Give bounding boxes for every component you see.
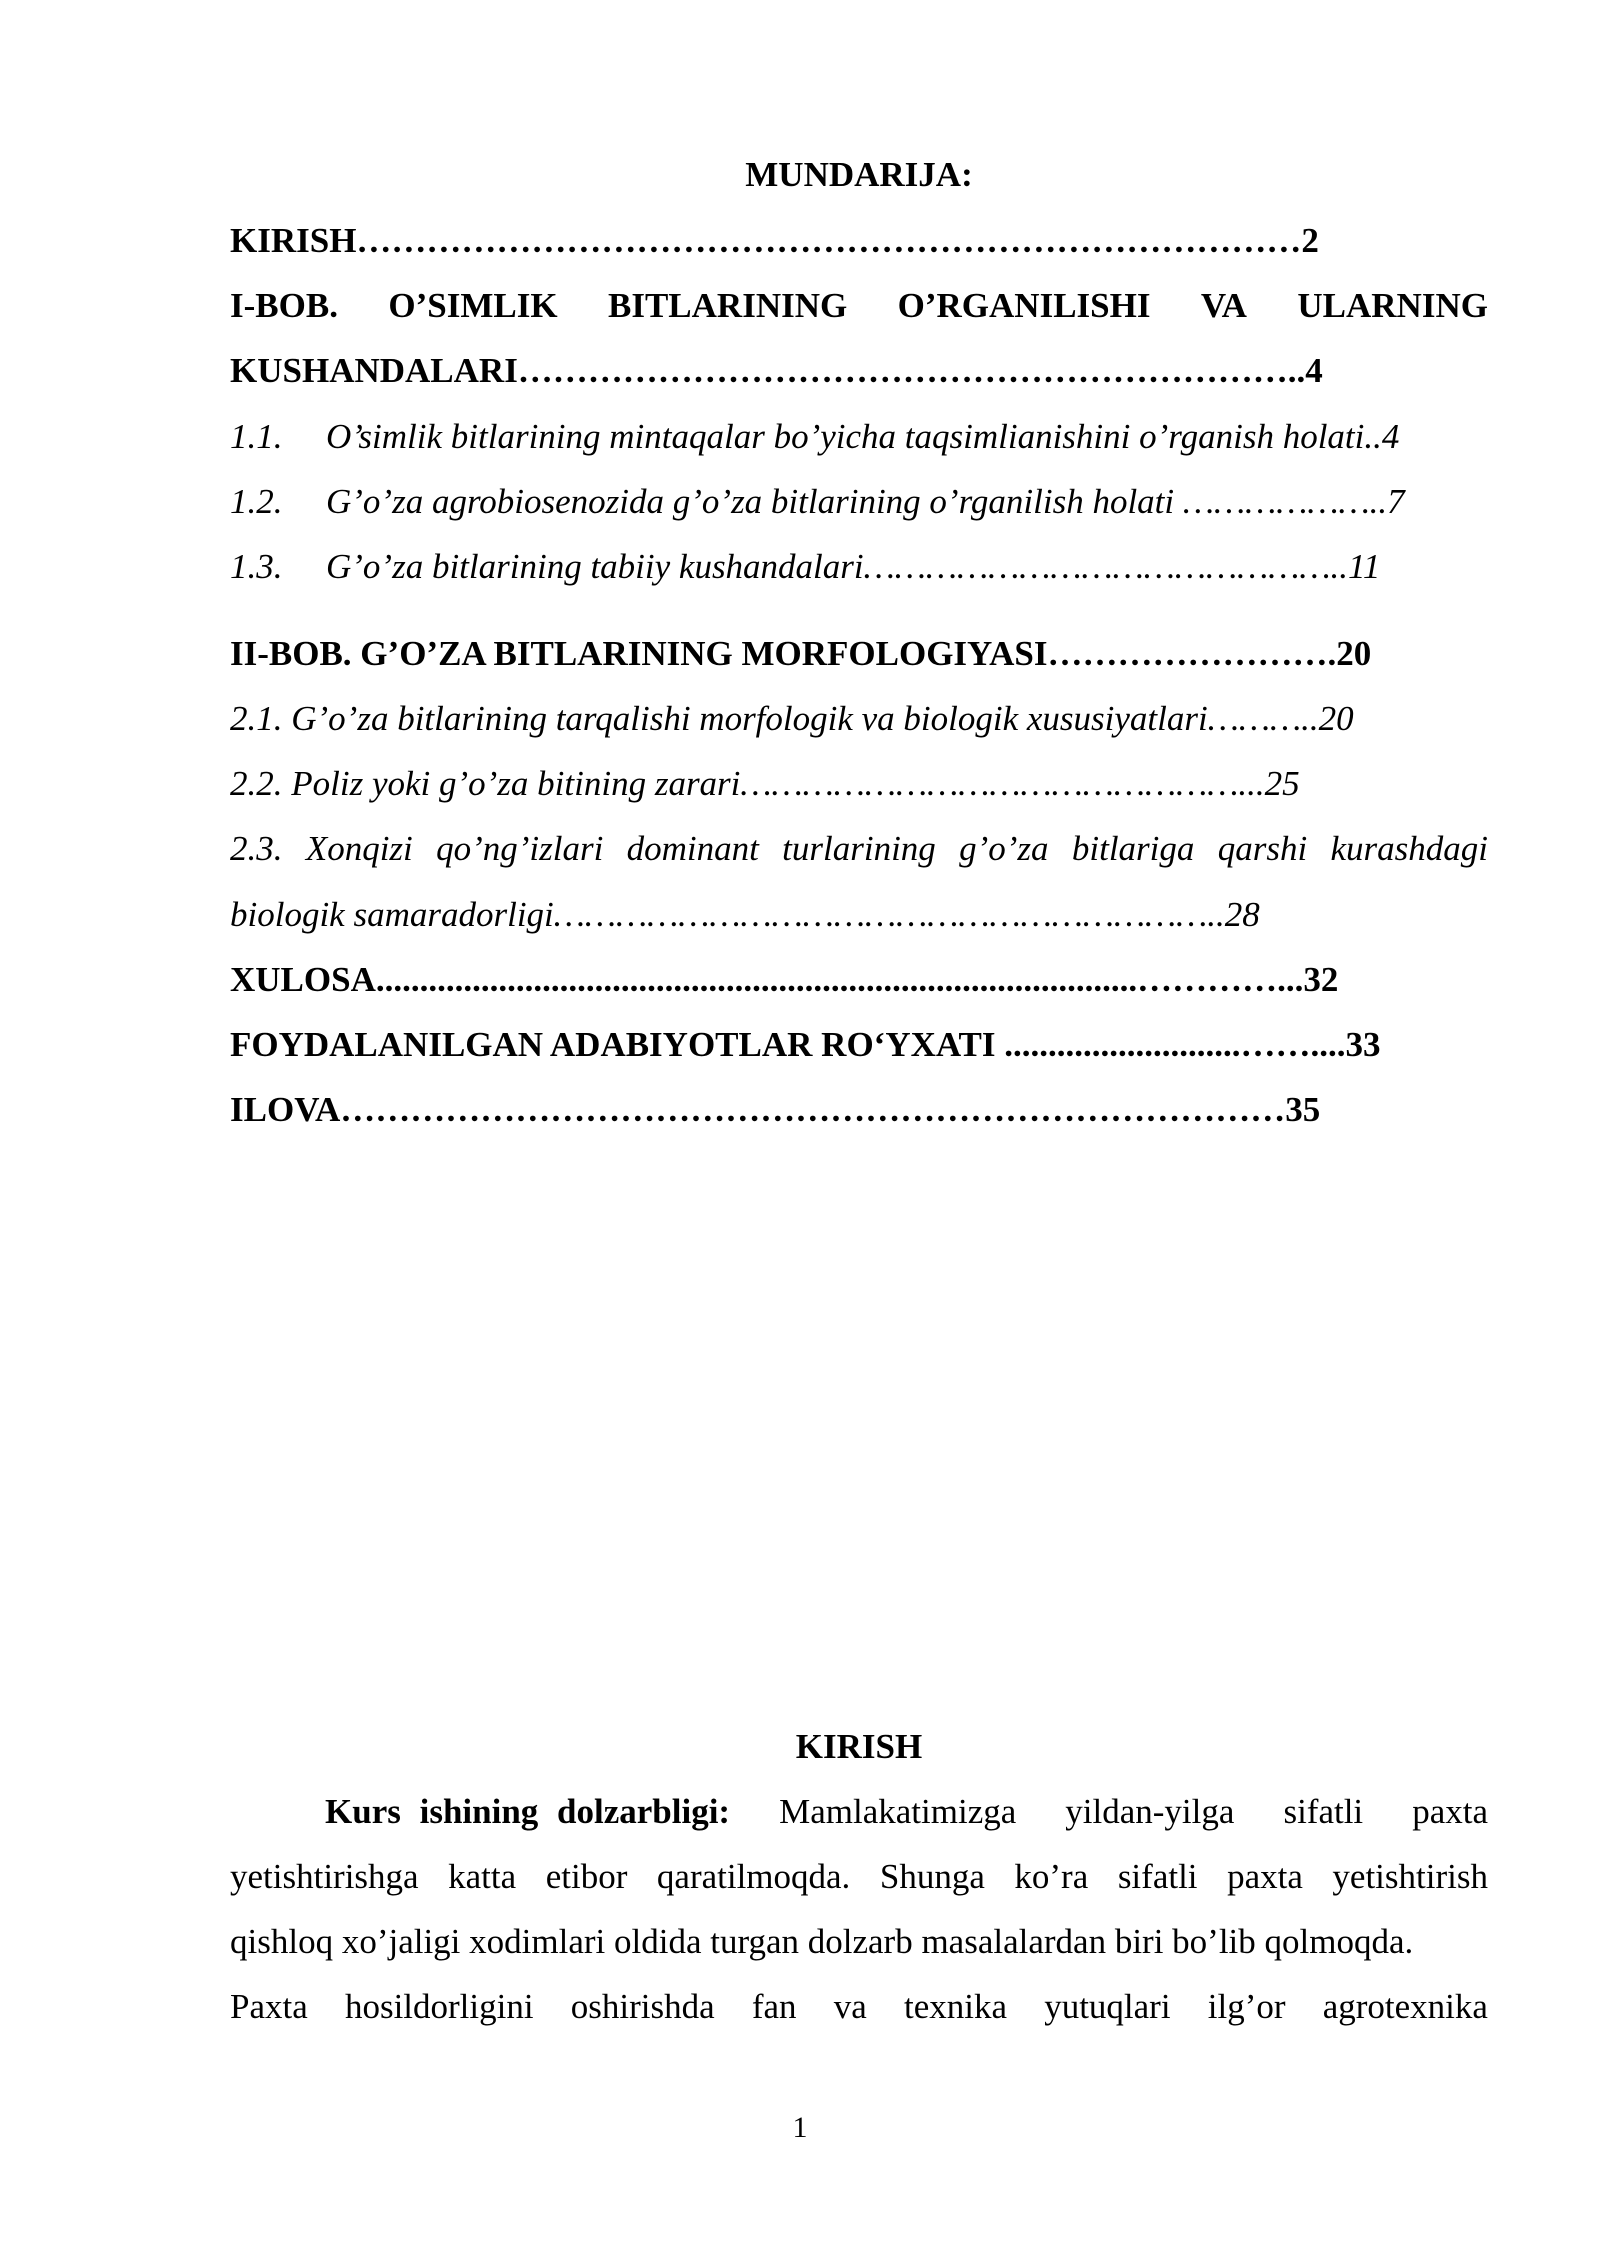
toc-word: bitlariga	[1071, 829, 1195, 868]
toc-entry-1-3	[230, 542, 1488, 592]
intro-word: Paxta	[230, 1987, 308, 2026]
toc-entry-ilova: ILOVA………………………………………………………………………35	[230, 1090, 1321, 1129]
intro-word: Mamlakatimizga	[779, 1792, 1017, 1831]
toc-word: qarshi	[1217, 829, 1308, 868]
toc-word: O’SIMLIK	[388, 286, 558, 325]
intro-word: fan	[751, 1987, 797, 2026]
toc-word: kurashdagi	[1330, 829, 1488, 868]
intro-paragraph-line2	[230, 1852, 1488, 1902]
toc-entry-text: O’simlik bitlarining mintaqalar bo’yicha taqsimlianishini o’rganish holati..4	[326, 417, 1400, 456]
toc-entry-1-1	[230, 412, 1488, 462]
intro-word: yetishtirish	[1332, 1857, 1488, 1896]
toc-word: ULARNING	[1297, 286, 1488, 325]
intro-word: qaratilmoqda.	[656, 1857, 851, 1896]
toc-entry-2-1: 2.1. G’o’za bitlarining tarqalishi morfologik va biologik xususiyatlari………..20	[230, 699, 1354, 738]
intro-word: sifatli	[1117, 1857, 1198, 1896]
toc-title: MUNDARIJA:	[745, 155, 973, 194]
section-title-kirish: KIRISH	[795, 1727, 923, 1766]
toc-word: g’o’za	[959, 829, 1049, 868]
toc-entry-kirish: KIRISH………………………………………………………………………2	[230, 221, 1319, 260]
toc-word: qo’ng’izlari	[436, 829, 604, 868]
toc-entry-adabiyotlar: FOYDALANILGAN ADABIYOTLAR RO‘YXATI ...........................……....33	[230, 1025, 1381, 1064]
page-number: 1	[792, 2111, 808, 2144]
intro-word: paxta	[1412, 1792, 1488, 1831]
intro-paragraph-line3: qishloq xo’jaligi xodimlari oldida turgan dolzarb masalalardan biri bo’lib qolmoqda.	[230, 1922, 1414, 1961]
intro-word: oshirishda	[570, 1987, 715, 2026]
intro-word: agrotexnika	[1322, 1987, 1488, 2026]
intro-paragraph-line1	[230, 1787, 1488, 1837]
intro-word: va	[833, 1987, 867, 2026]
toc-entry-bob1-line2: KUSHANDALARI…………………………………………………………..4	[230, 351, 1323, 390]
intro-word: yetishtirishga	[230, 1857, 419, 1896]
intro-word: yildan-yilga	[1065, 1792, 1235, 1831]
toc-word: turlarining	[782, 829, 936, 868]
intro-paragraph-line4	[230, 1982, 1488, 2032]
intro-word: Shunga	[879, 1857, 985, 1896]
intro-word: paxta	[1227, 1857, 1303, 1896]
toc-number: 1.2.	[230, 482, 283, 521]
intro-word: hosildorligini	[344, 1987, 534, 2026]
toc-entry-bob2: II-BOB. G’O’ZA BITLARINING MORFOLOGIYASI…………………….20	[230, 634, 1372, 673]
toc-entry-2-3-line2: biologik samaradorligi………………………………………………………..28	[230, 895, 1260, 934]
intro-word: yutuqlari	[1044, 1987, 1171, 2026]
toc-entry-2-2: 2.2. Poliz yoki g’o’za bitining zarari…………………………………………...25	[230, 764, 1300, 803]
intro-lead-bold: Kurs ishining dolzarbligi:	[325, 1792, 731, 1831]
intro-word: ilg’or	[1207, 1987, 1286, 2026]
toc-word: I-BOB.	[230, 286, 338, 325]
toc-word: O’RGANILISHI	[897, 286, 1151, 325]
intro-word: ko’ra	[1014, 1857, 1089, 1896]
toc-entry-2-3-line1	[230, 824, 1488, 874]
toc-entry-text: G’o’za agrobiosenozida g’o’za bitlarining o’rganilish holati ………………..7	[326, 482, 1405, 521]
toc-number: 1.3.	[230, 547, 283, 586]
toc-word: 2.3.	[230, 829, 283, 868]
toc-entry-bob1-line1	[230, 281, 1488, 331]
toc-entry-xulosa: XULOSA.......................................................................................…………...32	[230, 960, 1339, 999]
intro-word: katta	[448, 1857, 517, 1896]
intro-word: texnika	[903, 1987, 1007, 2026]
intro-word: sifatli	[1283, 1792, 1364, 1831]
toc-word: dominant	[626, 829, 759, 868]
toc-number: 1.1.	[230, 417, 283, 456]
intro-word: etibor	[545, 1857, 628, 1896]
toc-entry-1-2	[230, 477, 1488, 527]
toc-word: Xonqizi	[305, 829, 413, 868]
toc-word: BITLARINING	[608, 286, 848, 325]
toc-word: VA	[1200, 286, 1247, 325]
toc-entry-text: G’o’za bitlarining tabiiy kushandalari………………………………………..11	[326, 547, 1381, 586]
